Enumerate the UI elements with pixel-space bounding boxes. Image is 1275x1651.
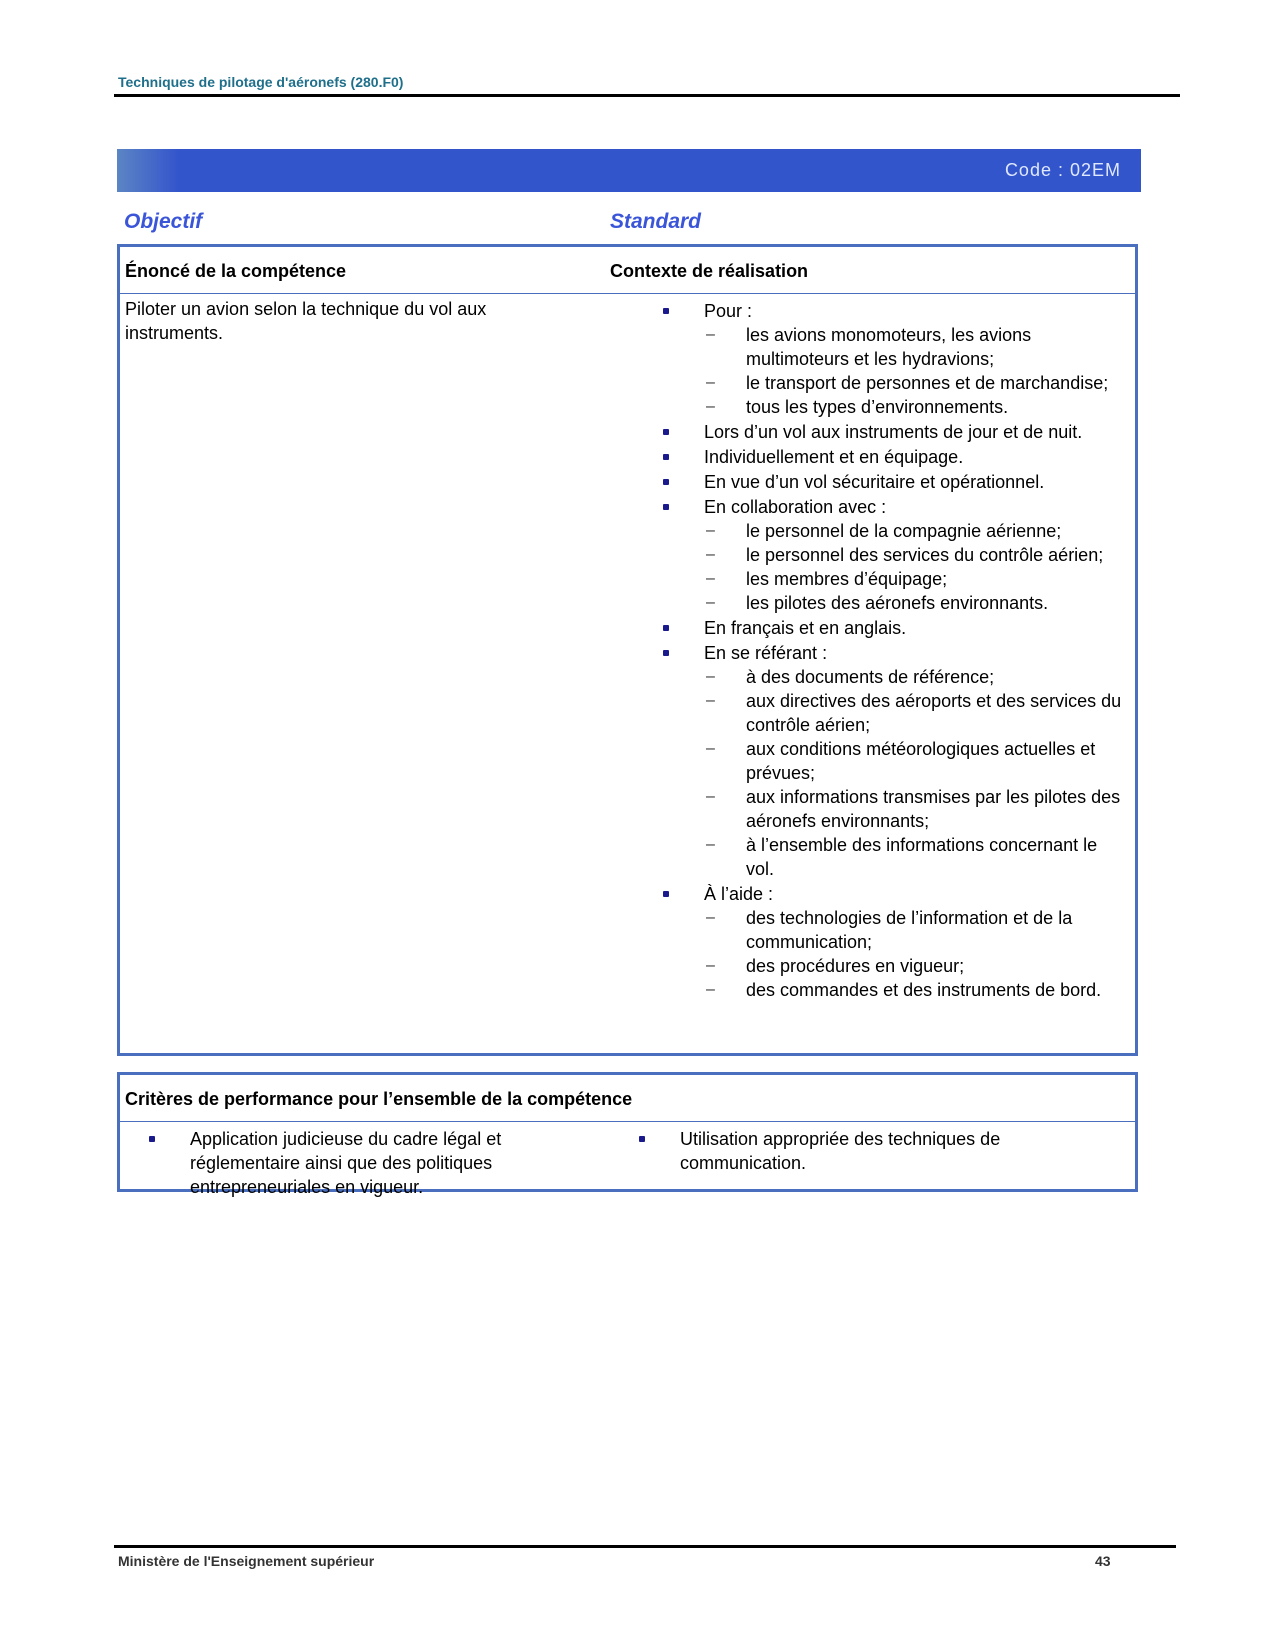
context-subitem-text: à l’ensemble des informations concernant le vol. [746, 835, 1098, 879]
bullet-icon [663, 479, 669, 485]
context-subitem [704, 833, 1130, 881]
competency-code: Code : 02EM [1004, 160, 1121, 180]
bullet-icon [663, 454, 669, 460]
dash-icon: – [706, 981, 715, 998]
context-subitem-text: aux conditions météorologiques actuelles et prévues; [746, 739, 1096, 783]
context-item [660, 445, 1130, 469]
context-list [660, 299, 1130, 1003]
context-sublist [704, 906, 1130, 1002]
context-subitem [704, 323, 1130, 371]
performance-table [117, 1072, 1138, 1197]
bullet-icon [663, 891, 669, 897]
dash-icon: – [706, 374, 715, 391]
context-subitem-text: des procédures en vigueur; [746, 956, 965, 976]
performance-criterion-right [636, 1127, 1036, 1175]
bullet-icon [663, 504, 669, 510]
context-sublist [704, 519, 1130, 615]
bullet-icon [663, 308, 669, 314]
context-item-text: En collaboration avec : [704, 497, 887, 517]
context-item-text: Pour : [704, 301, 753, 321]
dash-icon: – [706, 692, 715, 709]
performance-heading: Critères de performance pour l’ensemble de la compétence [125, 1089, 633, 1109]
context-subitem [704, 395, 1130, 419]
context-subitem-text: aux directives des aéroports et des services du contrôle aérien; [746, 691, 1122, 735]
bullet-icon [663, 650, 669, 656]
page-number: 43 [1095, 1553, 1111, 1569]
dash-icon: – [706, 957, 715, 974]
footer-rule [114, 1545, 1176, 1548]
context-subitem [704, 906, 1130, 954]
context-subitem [704, 591, 1130, 615]
bullet-icon [639, 1136, 645, 1142]
context-subitem-text: aux informations transmises par les pilotes des aéronefs environnants; [746, 787, 1121, 831]
context-subitem [704, 785, 1130, 833]
context-subitem [704, 689, 1130, 737]
context-subitem [704, 519, 1130, 543]
context-subitem-text: les pilotes des aéronefs environnants. [746, 593, 1049, 613]
context-item-text: À l’aide : [704, 884, 774, 904]
context-subitem-text: les avions monomoteurs, les avions multimoteurs et les hydravions; [746, 325, 1032, 369]
code-bar [117, 149, 1141, 192]
context-subitem-text: à des documents de référence; [746, 667, 995, 687]
context-item [660, 495, 1130, 615]
dash-icon: – [706, 546, 715, 563]
dash-icon: – [706, 326, 715, 343]
context-subitem [704, 543, 1130, 567]
context-subitem [704, 371, 1130, 395]
dash-icon: – [706, 570, 715, 587]
context-item-text: En français et en anglais. [704, 618, 907, 638]
dash-icon: – [706, 836, 715, 853]
performance-criterion-left [146, 1127, 566, 1199]
context-subitem-text: des technologies de l’information et de la communication; [746, 908, 1073, 952]
context-item-text: Individuellement et en équipage. [704, 447, 964, 467]
context-sublist [704, 665, 1130, 881]
context-subitem-text: le personnel des services du contrôle aérien; [746, 545, 1104, 565]
criterion-text: Utilisation appropriée des techniques de communication. [680, 1129, 1001, 1173]
context-subitem-text: le personnel de la compagnie aérienne; [746, 521, 1062, 541]
context-item [660, 420, 1130, 444]
dash-icon: – [706, 668, 715, 685]
competence-heading: Énoncé de la compétence [125, 261, 347, 281]
competence-table [117, 244, 1138, 1056]
context-subitem-text: des commandes et des instruments de bord. [746, 980, 1102, 1000]
context-subitem-text: les membres d’équipage; [746, 569, 948, 589]
bullet-icon [663, 625, 669, 631]
criterion-text: Application judicieuse du cadre légal et réglementaire ainsi que des politiques entrepreneuriales en vigueur. [190, 1129, 502, 1197]
dash-icon: – [706, 398, 715, 415]
running-header: Techniques de pilotage d'aéronefs (280.F0) [118, 74, 404, 90]
context-item [660, 470, 1130, 494]
performance-table-header [120, 1075, 1135, 1122]
context-item [660, 299, 1130, 419]
header-rule [114, 94, 1180, 97]
context-subitem [704, 737, 1130, 785]
context-heading: Contexte de réalisation [610, 261, 809, 281]
bullet-icon [663, 429, 669, 435]
competence-table-header [120, 247, 1135, 294]
dash-icon: – [706, 594, 715, 611]
dash-icon: – [706, 522, 715, 539]
context-item [660, 882, 1130, 1002]
context-item [660, 641, 1130, 881]
dash-icon: – [706, 909, 715, 926]
context-item-text: Lors d’un vol aux instruments de jour et de nuit. [704, 422, 1083, 442]
dash-icon: – [706, 788, 715, 805]
bullet-icon [149, 1136, 155, 1142]
objective-title: Objectif [124, 210, 203, 233]
context-sublist [704, 323, 1130, 419]
context-subitem [704, 665, 1130, 689]
context-subitem-text: le transport de personnes et de marchandise; [746, 373, 1109, 393]
context-subitem [704, 567, 1130, 591]
dash-icon: – [706, 740, 715, 757]
context-subitem-text: tous les types d’environnements. [746, 397, 1009, 417]
competence-statement: Piloter un avion selon la technique du vol aux instruments. [125, 299, 487, 343]
context-subitem [704, 978, 1130, 1002]
context-subitem [704, 954, 1130, 978]
footer-ministry: Ministère de l'Enseignement supérieur [118, 1553, 375, 1569]
context-item-text: En se référant : [704, 643, 828, 663]
context-item [660, 616, 1130, 640]
context-item-text: En vue d’un vol sécuritaire et opérationnel. [704, 472, 1045, 492]
standard-title: Standard [610, 210, 702, 233]
